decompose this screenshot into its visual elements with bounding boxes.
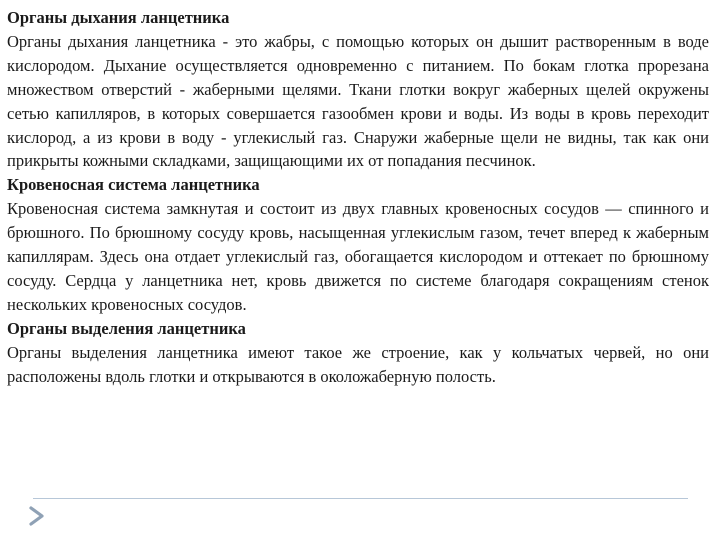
section-heading-circulatory: Кровеносная система ланцетника [7, 175, 260, 195]
slide-footer [0, 490, 720, 540]
chevron-right-icon[interactable] [28, 506, 46, 526]
section-body-excretory: Органы выделения ланцетника имеют такое же строение, как у кольчатых червей, но они расположены вдоль глотки и открываются в околожаберную полость. [7, 342, 709, 386]
section-heading-respiratory: Органы дыхания ланцетника [7, 8, 230, 27]
document-text [7, 6, 709, 389]
section-body-respiratory: Органы дыхания ланцетника - это жабры, с помощью которых он дышит растворенным в воде кислородом. Дыхание осуществляется одновременно с питанием. По бокам глотка прорезана множеством отверстий - жаберными щелями. Ткани глотки вокруг жаберных щелей окружены сетью капилляров, в которых совершается газообмен крови и воды. Из воды в кровь переходит кислород, а из крови в воду - углекислый газ. Снаружи жаберные щели не видны, так как они прикрыты кожными складками, защищающими их от попадания песчинок. [7, 31, 709, 171]
section-heading-excretory: Органы выделения ланцетника [7, 318, 246, 338]
section-body-circulatory: Кровеносная система замкнутая и состоит из двух главных кровеносных сосудов — спинного и брюшного. По брюшному сосуду кровь, насыщенная углекислым газом, течет вперед к жаберным капиллярам. Здесь она отдает углекислый газ, обогащается кислородом и оттекает по брюшному сосуду. Сердца у ланцетника нет, кровь движется по системе благодаря сокращениям стенок нескольких кровеносных сосудов. [7, 199, 709, 314]
footer-divider [33, 498, 688, 499]
